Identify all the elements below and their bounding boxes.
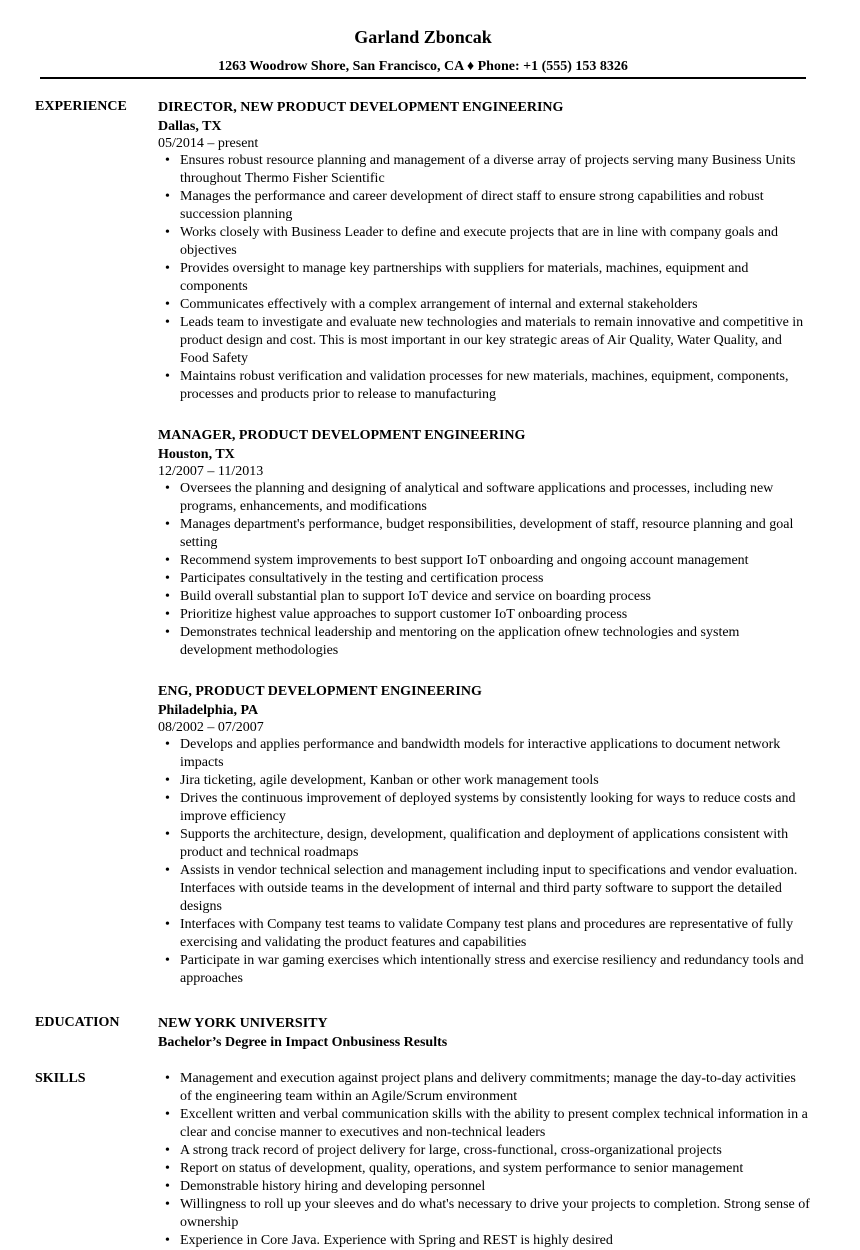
candidate-name: Garland Zboncak xyxy=(354,27,492,47)
job-title: DIRECTOR, NEW PRODUCT DEVELOPMENT ENGINEERING xyxy=(158,100,564,115)
list-item: • Provides oversight to manage key partnerships with suppliers for materials, machines, equipment and components xyxy=(158,260,810,296)
list-item: • Supports the architecture, design, development, qualification and deployment of applications consistent with product and technical roadmaps xyxy=(158,826,810,862)
job-bullet-list xyxy=(158,152,810,404)
job-location: Houston, TX xyxy=(158,447,235,462)
job-entry xyxy=(158,426,810,660)
job-location: Dallas, TX xyxy=(158,119,222,134)
list-item: • Manages department's performance, budget responsibilities, development of staff, resource planning and goal setting xyxy=(158,516,810,552)
job-dates: 12/2007 – 11/2013 xyxy=(158,464,264,479)
skills-list xyxy=(158,1070,810,1250)
list-item: • Leads team to investigate and evaluate new technologies and materials to remain innovative and competitive in product design and cost. This is most important in our key strategic areas of Air Quality, Water Quality, and Food Safety xyxy=(158,314,810,368)
job-bullet-list xyxy=(158,480,810,660)
list-item: • Oversees the planning and designing of analytical and software applications and processes, including new programs, enhancements, and modifications xyxy=(158,480,810,516)
list-item: • A strong track record of project delivery for large, cross-functional, cross-organizational projects xyxy=(158,1142,810,1160)
job-dates: 08/2002 – 07/2007 xyxy=(158,720,264,735)
job-title: ENG, PRODUCT DEVELOPMENT ENGINEERING xyxy=(158,684,482,699)
degree-name: Bachelor’s Degree in Impact Onbusiness Results xyxy=(158,1035,448,1050)
list-item: • Communicates effectively with a complex arrangement of internal and external stakeholders xyxy=(158,296,810,314)
header-divider xyxy=(40,77,806,79)
list-item: • Experience in Core Java. Experience with Spring and REST is highly desired xyxy=(158,1232,810,1250)
list-item: • Prioritize highest value approaches to support customer IoT onboarding process xyxy=(158,606,810,624)
list-item: • Management and execution against project plans and delivery commitments; manage the day-to-day activities of the engineering team within an Agile/Scrum environment xyxy=(158,1070,810,1106)
list-item: • Drives the continuous improvement of deployed systems by consistently looking for ways to reduce costs and improve efficiency xyxy=(158,790,810,826)
skills-entry xyxy=(158,1070,810,1250)
list-item: • Maintains robust verification and validation processes for new materials, machines, equipment, components, processes and products prior to release to manufacturing xyxy=(158,368,810,404)
list-item: • Participates consultatively in the testing and certification process xyxy=(158,570,810,588)
list-item: • Demonstrable history hiring and developing personnel xyxy=(158,1178,810,1196)
list-item: • Demonstrates technical leadership and mentoring on the application ofnew technologies and system development methodologies xyxy=(158,624,810,660)
list-item: • Ensures robust resource planning and management of a diverse array of projects serving many Business Units throughout Thermo Fisher Scientific xyxy=(158,152,810,188)
job-dates: 05/2014 – present xyxy=(158,136,259,151)
list-item: • Develops and applies performance and bandwidth models for interactive applications to document network impacts xyxy=(158,736,810,772)
school-name: NEW YORK UNIVERSITY xyxy=(158,1016,328,1031)
section-label-experience: EXPERIENCE xyxy=(35,99,127,114)
list-item: • Assists in vendor technical selection and management including input to specifications and vendor evaluation. Interfaces with outside teams in the development of internal and third party software to support the detailed designs xyxy=(158,862,810,916)
education-entry xyxy=(158,1014,810,1052)
contact-line: 1263 Woodrow Shore, San Francisco, CA ♦ Phone: +1 (555) 153 8326 xyxy=(218,59,628,74)
job-bullet-list xyxy=(158,736,810,988)
list-item: • Interfaces with Company test teams to validate Company test plans and procedures are representative of fully exercising and validating the product features and capabilities xyxy=(158,916,810,952)
list-item: • Excellent written and verbal communication skills with the ability to present complex technical information in a clear and concise manner to executives and non-technical leaders xyxy=(158,1106,810,1142)
section-label-skills: SKILLS xyxy=(35,1071,86,1086)
list-item: • Manages the performance and career development of direct staff to ensure strong capabilities and robust succession planning xyxy=(158,188,810,224)
section-label-education: EDUCATION xyxy=(35,1015,120,1030)
list-item: • Willingness to roll up your sleeves and do what's necessary to drive your projects to completion. Strong sense of ownership xyxy=(158,1196,810,1232)
job-entry xyxy=(158,98,810,404)
job-entry xyxy=(158,682,810,988)
list-item: • Report on status of development, quality, operations, and system performance to senior management xyxy=(158,1160,810,1178)
job-title: MANAGER, PRODUCT DEVELOPMENT ENGINEERING xyxy=(158,428,526,443)
list-item: • Participate in war gaming exercises which intentionally stress and exercise resiliency and redundancy tools and approaches xyxy=(158,952,810,988)
list-item: • Build overall substantial plan to support IoT device and service on boarding process xyxy=(158,588,810,606)
list-item: • Works closely with Business Leader to define and execute projects that are in line with company goals and objectives xyxy=(158,224,810,260)
job-location: Philadelphia, PA xyxy=(158,703,259,718)
list-item: • Recommend system improvements to best support IoT onboarding and ongoing account management xyxy=(158,552,810,570)
list-item: • Jira ticketing, agile development, Kanban or other work management tools xyxy=(158,772,810,790)
